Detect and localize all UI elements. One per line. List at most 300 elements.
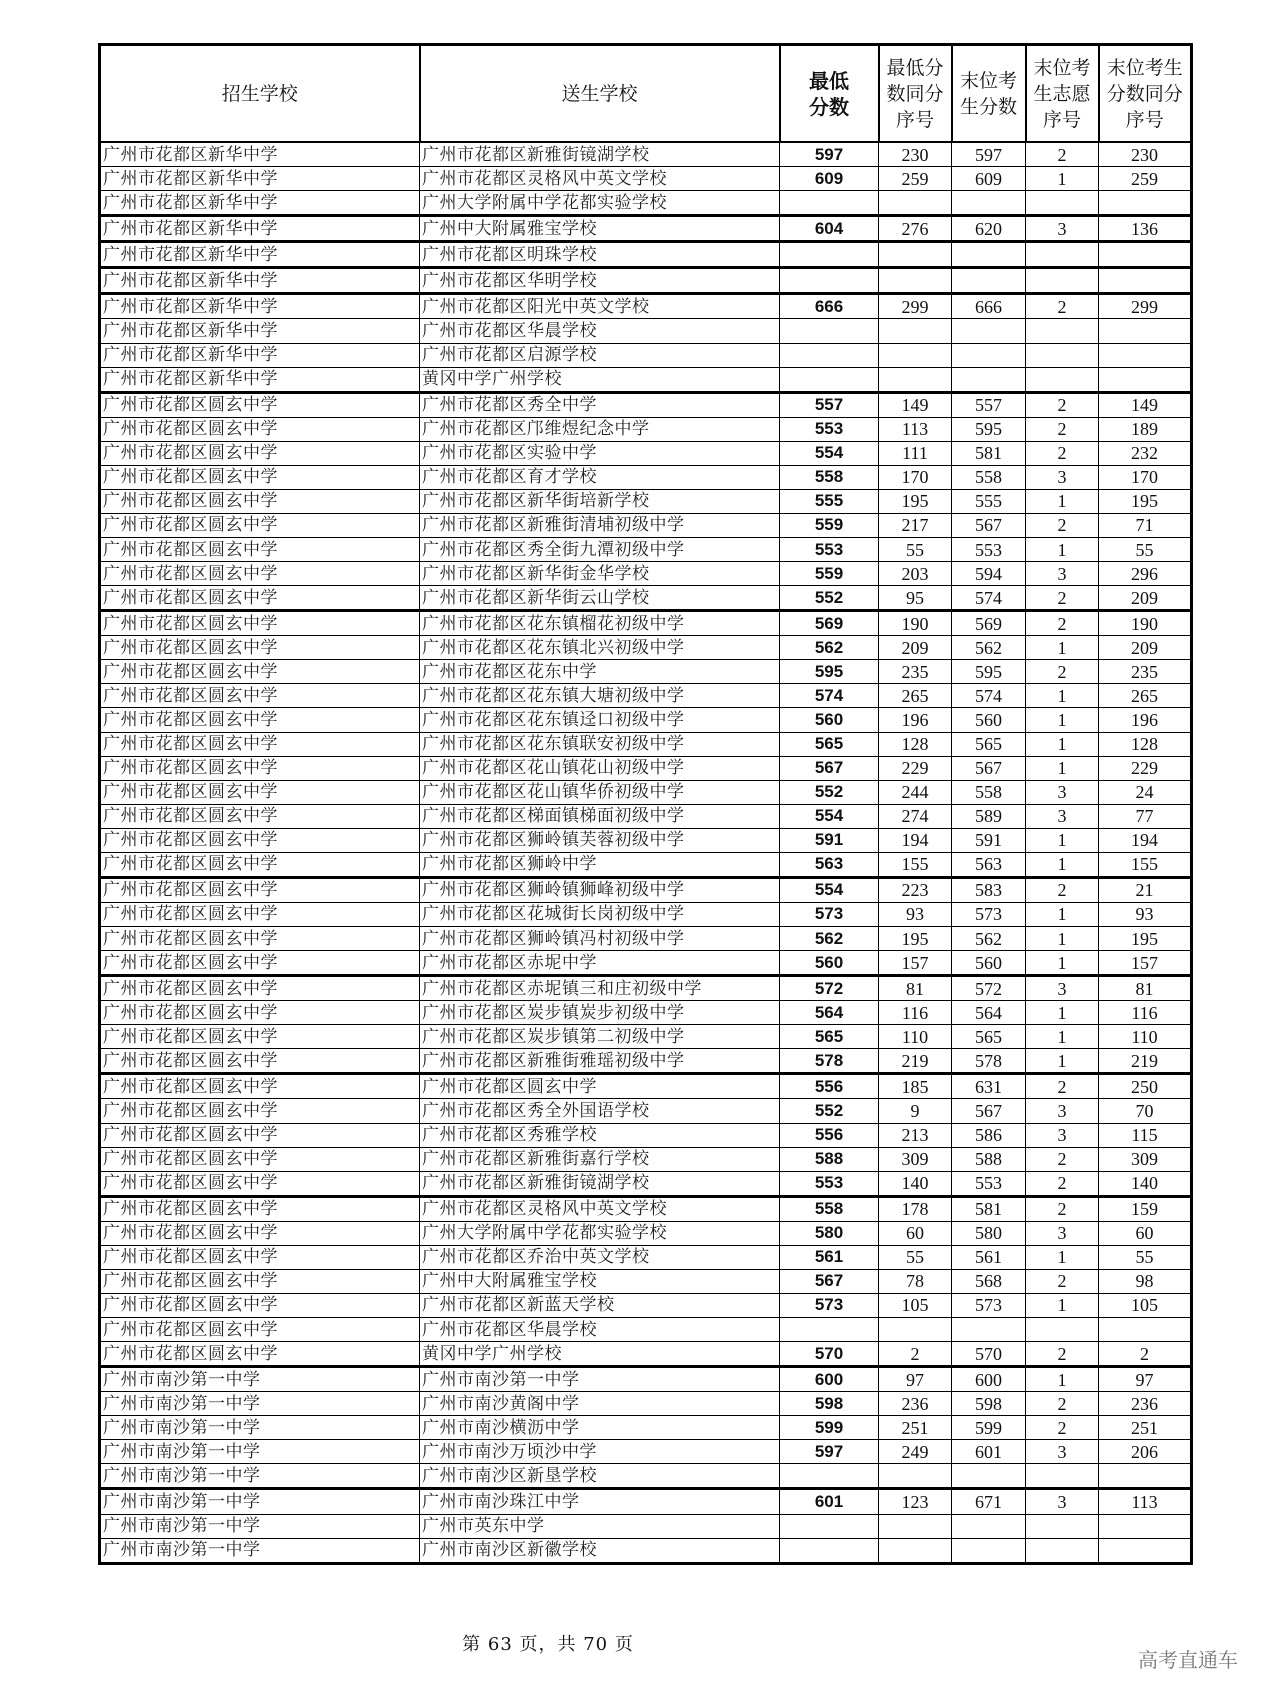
last-student-tie-rank-cell: 170 <box>1099 465 1192 489</box>
last-student-score-cell: 631 <box>952 1074 1026 1099</box>
admitting-school-cell: 广州市花都区圆玄中学 <box>100 441 420 465</box>
min-score-tie-rank-cell <box>879 191 952 216</box>
admitting-school-cell: 广州市花都区圆玄中学 <box>100 976 420 1001</box>
last-student-tie-rank-cell: 232 <box>1099 441 1192 465</box>
last-student-score-cell: 561 <box>952 1245 1026 1269</box>
admitting-school-cell: 广州市花都区圆玄中学 <box>100 1099 420 1123</box>
last-student-tie-rank-cell: 229 <box>1099 756 1192 780</box>
last-student-choice-rank-cell <box>1026 242 1099 268</box>
sending-school-cell: 广州市南沙黄阁中学 <box>420 1392 780 1416</box>
last-student-choice-rank-cell: 1 <box>1026 489 1099 513</box>
page-number: 第 63 页，共 70 页 <box>462 1634 634 1655</box>
sending-school-cell: 广州市花都区秀雅学校 <box>420 1123 780 1147</box>
last-student-tie-rank-cell: 60 <box>1099 1221 1192 1245</box>
admitting-school-cell: 广州市花都区圆玄中学 <box>100 392 420 417</box>
admitting-school-cell: 广州市花都区新华中学 <box>100 191 420 216</box>
min-score-tie-rank-cell: 128 <box>879 732 952 756</box>
last-student-tie-rank-cell: 251 <box>1099 1416 1192 1440</box>
admitting-school-cell: 广州市花都区圆玄中学 <box>100 877 420 902</box>
min-score-cell: 570 <box>780 1342 879 1367</box>
min-score-tie-rank-cell: 55 <box>879 538 952 562</box>
last-student-score-cell: 581 <box>952 441 1026 465</box>
last-student-tie-rank-cell: 2 <box>1099 1342 1192 1367</box>
last-student-choice-rank-cell: 2 <box>1026 1269 1099 1293</box>
min-score-cell: 562 <box>780 927 879 951</box>
last-student-tie-rank-cell: 113 <box>1099 1489 1192 1514</box>
last-student-choice-rank-cell: 1 <box>1026 636 1099 660</box>
last-student-score-cell: 609 <box>952 167 1026 191</box>
sending-school-cell: 广州市花都区乔治中英文学校 <box>420 1245 780 1269</box>
min-score-tie-rank-cell: 81 <box>879 976 952 1001</box>
header-sending-school: 送生学校 <box>420 45 780 143</box>
admitting-school-cell: 广州市花都区圆玄中学 <box>100 1342 420 1367</box>
last-student-score-cell <box>952 242 1026 268</box>
last-student-tie-rank-cell: 219 <box>1099 1049 1192 1074</box>
admitting-school-cell: 广州市花都区圆玄中学 <box>100 780 420 804</box>
min-score-tie-rank-cell <box>879 319 952 343</box>
sending-school-cell: 广州市花都区灵格风中英文学校 <box>420 167 780 191</box>
last-student-tie-rank-cell <box>1099 319 1192 343</box>
table-row <box>100 780 1192 804</box>
last-student-choice-rank-cell: 3 <box>1026 216 1099 242</box>
min-score-cell <box>780 343 879 367</box>
min-score-cell: 553 <box>780 417 879 441</box>
min-score-tie-rank-cell: 110 <box>879 1025 952 1049</box>
sending-school-cell: 广州市花都区邝维煜纪念中学 <box>420 417 780 441</box>
table-row <box>100 1440 1192 1464</box>
min-score-tie-rank-cell: 219 <box>879 1049 952 1074</box>
min-score-cell <box>780 319 879 343</box>
min-score-tie-rank-cell: 97 <box>879 1367 952 1392</box>
min-score-cell: 609 <box>780 167 879 191</box>
admitting-school-cell: 广州市南沙第一中学 <box>100 1464 420 1489</box>
last-student-score-cell: 553 <box>952 538 1026 562</box>
last-student-choice-rank-cell <box>1026 1464 1099 1489</box>
table-row <box>100 142 1192 167</box>
last-student-choice-rank-cell: 2 <box>1026 1196 1099 1221</box>
admitting-school-cell: 广州市南沙第一中学 <box>100 1538 420 1563</box>
min-score-tie-rank-cell: 209 <box>879 636 952 660</box>
header-min-score: 最低 分数 <box>780 45 879 143</box>
min-score-cell: 573 <box>780 902 879 926</box>
last-student-choice-rank-cell: 1 <box>1026 538 1099 562</box>
last-student-choice-rank-cell: 1 <box>1026 708 1099 732</box>
min-score-tie-rank-cell <box>879 268 952 294</box>
last-student-choice-rank-cell <box>1026 1514 1099 1538</box>
last-student-score-cell <box>952 367 1026 392</box>
last-student-choice-rank-cell: 1 <box>1026 1049 1099 1074</box>
last-student-tie-rank-cell: 93 <box>1099 902 1192 926</box>
min-score-tie-rank-cell: 230 <box>879 142 952 167</box>
admitting-school-cell: 广州市花都区圆玄中学 <box>100 708 420 732</box>
last-student-choice-rank-cell: 1 <box>1026 732 1099 756</box>
table-row <box>100 951 1192 976</box>
sending-school-cell: 广州市花都区秀全中学 <box>420 392 780 417</box>
last-student-choice-rank-cell <box>1026 343 1099 367</box>
last-student-choice-rank-cell <box>1026 319 1099 343</box>
last-student-tie-rank-cell <box>1099 1318 1192 1342</box>
min-score-cell: 552 <box>780 586 879 611</box>
table-row <box>100 1416 1192 1440</box>
admitting-school-cell: 广州市花都区圆玄中学 <box>100 852 420 877</box>
table-row <box>100 852 1192 877</box>
min-score-tie-rank-cell: 274 <box>879 804 952 828</box>
min-score-cell <box>780 1464 879 1489</box>
min-score-tie-rank-cell: 105 <box>879 1293 952 1317</box>
admitting-school-cell: 广州市花都区圆玄中学 <box>100 1025 420 1049</box>
min-score-cell <box>780 191 879 216</box>
last-student-tie-rank-cell <box>1099 343 1192 367</box>
last-student-tie-rank-cell: 250 <box>1099 1074 1192 1099</box>
last-student-score-cell: 565 <box>952 732 1026 756</box>
last-student-tie-rank-cell: 128 <box>1099 732 1192 756</box>
last-student-tie-rank-cell <box>1099 268 1192 294</box>
last-student-tie-rank-cell: 190 <box>1099 611 1192 636</box>
min-score-tie-rank-cell: 244 <box>879 780 952 804</box>
sending-school-cell: 广州市花都区新雅街雅瑶初级中学 <box>420 1049 780 1074</box>
last-student-score-cell: 594 <box>952 562 1026 586</box>
sending-school-cell: 广州市花都区新雅街镜湖学校 <box>420 142 780 167</box>
last-student-choice-rank-cell: 1 <box>1026 1001 1099 1025</box>
last-student-choice-rank-cell: 1 <box>1026 927 1099 951</box>
last-student-choice-rank-cell: 2 <box>1026 586 1099 611</box>
table-row <box>100 660 1192 684</box>
last-student-score-cell: 558 <box>952 780 1026 804</box>
admitting-school-cell: 广州市南沙第一中学 <box>100 1514 420 1538</box>
min-score-tie-rank-cell: 299 <box>879 294 952 319</box>
last-student-choice-rank-cell: 1 <box>1026 951 1099 976</box>
last-student-tie-rank-cell: 196 <box>1099 708 1192 732</box>
last-student-score-cell: 588 <box>952 1147 1026 1171</box>
sending-school-cell: 广州市花都区灵格风中英文学校 <box>420 1196 780 1221</box>
last-student-score-cell: 560 <box>952 708 1026 732</box>
last-student-tie-rank-cell: 55 <box>1099 1245 1192 1269</box>
last-student-score-cell: 599 <box>952 1416 1026 1440</box>
last-student-choice-rank-cell: 3 <box>1026 1221 1099 1245</box>
table-row <box>100 1464 1192 1489</box>
sending-school-cell: 广州中大附属雅宝学校 <box>420 1269 780 1293</box>
last-student-choice-rank-cell: 2 <box>1026 1147 1099 1171</box>
min-score-tie-rank-cell: 140 <box>879 1171 952 1196</box>
last-student-tie-rank-cell: 155 <box>1099 852 1192 877</box>
min-score-cell: 565 <box>780 732 879 756</box>
last-student-choice-rank-cell: 1 <box>1026 756 1099 780</box>
min-score-cell: 564 <box>780 1001 879 1025</box>
min-score-cell <box>780 268 879 294</box>
sending-school-cell: 广州市花都区炭步镇第二初级中学 <box>420 1025 780 1049</box>
admitting-school-cell: 广州市花都区圆玄中学 <box>100 951 420 976</box>
sending-school-cell: 广州市花都区狮岭镇芙蓉初级中学 <box>420 828 780 852</box>
last-student-score-cell: 562 <box>952 636 1026 660</box>
table-row <box>100 294 1192 319</box>
table-row <box>100 1489 1192 1514</box>
last-student-choice-rank-cell: 2 <box>1026 294 1099 319</box>
table-row <box>100 1342 1192 1367</box>
admitting-school-cell: 广州市花都区圆玄中学 <box>100 1221 420 1245</box>
min-score-tie-rank-cell: 195 <box>879 489 952 513</box>
last-student-tie-rank-cell: 81 <box>1099 976 1192 1001</box>
min-score-cell: 591 <box>780 828 879 852</box>
last-student-choice-rank-cell: 2 <box>1026 660 1099 684</box>
header-admitting-school: 招生学校 <box>100 45 420 143</box>
last-student-score-cell <box>952 1464 1026 1489</box>
min-score-cell: 588 <box>780 1147 879 1171</box>
table-row <box>100 191 1192 216</box>
last-student-tie-rank-cell: 115 <box>1099 1123 1192 1147</box>
table-row <box>100 1099 1192 1123</box>
min-score-cell: 572 <box>780 976 879 1001</box>
min-score-tie-rank-cell: 236 <box>879 1392 952 1416</box>
table-row <box>100 976 1192 1001</box>
last-student-score-cell: 555 <box>952 489 1026 513</box>
min-score-tie-rank-cell: 251 <box>879 1416 952 1440</box>
table-row <box>100 167 1192 191</box>
sending-school-cell: 广州市花都区花东镇大塘初级中学 <box>420 684 780 708</box>
admitting-school-cell: 广州市花都区圆玄中学 <box>100 756 420 780</box>
sending-school-cell: 黄冈中学广州学校 <box>420 367 780 392</box>
last-student-choice-rank-cell: 2 <box>1026 513 1099 537</box>
min-score-tie-rank-cell: 195 <box>879 927 952 951</box>
admission-score-table-container <box>98 43 1190 1565</box>
min-score-tie-rank-cell: 2 <box>879 1342 952 1367</box>
min-score-tie-rank-cell: 95 <box>879 586 952 611</box>
admitting-school-cell: 广州市花都区圆玄中学 <box>100 1245 420 1269</box>
sending-school-cell: 广州市花都区明珠学校 <box>420 242 780 268</box>
table-row <box>100 513 1192 537</box>
last-student-score-cell: 601 <box>952 1440 1026 1464</box>
min-score-cell: 573 <box>780 1293 879 1317</box>
last-student-choice-rank-cell <box>1026 1538 1099 1563</box>
header-last-student-choice-rank: 末位考 生志愿 序号 <box>1026 45 1099 143</box>
last-student-choice-rank-cell <box>1026 268 1099 294</box>
min-score-cell: 578 <box>780 1049 879 1074</box>
min-score-tie-rank-cell: 196 <box>879 708 952 732</box>
last-student-score-cell: 666 <box>952 294 1026 319</box>
admitting-school-cell: 广州市花都区新华中学 <box>100 216 420 242</box>
last-student-tie-rank-cell: 149 <box>1099 392 1192 417</box>
last-student-choice-rank-cell: 3 <box>1026 780 1099 804</box>
table-row <box>100 1123 1192 1147</box>
admitting-school-cell: 广州市花都区圆玄中学 <box>100 417 420 441</box>
sending-school-cell: 广州市花都区花东镇榴花初级中学 <box>420 611 780 636</box>
admitting-school-cell: 广州市花都区圆玄中学 <box>100 538 420 562</box>
min-score-cell: 599 <box>780 1416 879 1440</box>
last-student-choice-rank-cell: 3 <box>1026 1123 1099 1147</box>
admitting-school-cell: 广州市花都区新华中学 <box>100 167 420 191</box>
table-row <box>100 1269 1192 1293</box>
last-student-choice-rank-cell: 2 <box>1026 1342 1099 1367</box>
last-student-score-cell: 558 <box>952 465 1026 489</box>
last-student-score-cell: 597 <box>952 142 1026 167</box>
last-student-score-cell: 620 <box>952 216 1026 242</box>
admitting-school-cell: 广州市花都区圆玄中学 <box>100 1318 420 1342</box>
sending-school-cell: 广州市花都区启源学校 <box>420 343 780 367</box>
last-student-tie-rank-cell: 70 <box>1099 1099 1192 1123</box>
last-student-choice-rank-cell: 1 <box>1026 828 1099 852</box>
table-row <box>100 732 1192 756</box>
watermark: 高考直通车 <box>1138 1648 1238 1672</box>
table-body <box>100 142 1192 1563</box>
min-score-cell: 560 <box>780 708 879 732</box>
admitting-school-cell: 广州市花都区圆玄中学 <box>100 732 420 756</box>
min-score-cell: 574 <box>780 684 879 708</box>
min-score-tie-rank-cell: 155 <box>879 852 952 877</box>
last-student-choice-rank-cell: 2 <box>1026 611 1099 636</box>
table-row <box>100 1221 1192 1245</box>
sending-school-cell: 广州市花都区新蓝天学校 <box>420 1293 780 1317</box>
last-student-score-cell <box>952 319 1026 343</box>
last-student-score-cell: 573 <box>952 902 1026 926</box>
table-row <box>100 1293 1192 1317</box>
min-score-cell: 558 <box>780 1196 879 1221</box>
last-student-score-cell: 574 <box>952 684 1026 708</box>
last-student-score-cell <box>952 1318 1026 1342</box>
last-student-tie-rank-cell <box>1099 1538 1192 1563</box>
sending-school-cell: 广州市南沙区新垦学校 <box>420 1464 780 1489</box>
table-row <box>100 1538 1192 1563</box>
last-student-choice-rank-cell: 2 <box>1026 142 1099 167</box>
min-score-cell <box>780 242 879 268</box>
last-student-tie-rank-cell: 230 <box>1099 142 1192 167</box>
min-score-tie-rank-cell <box>879 1514 952 1538</box>
table-row <box>100 828 1192 852</box>
min-score-cell: 597 <box>780 142 879 167</box>
last-student-choice-rank-cell: 2 <box>1026 1392 1099 1416</box>
sending-school-cell: 广州市花都区华明学校 <box>420 268 780 294</box>
min-score-tie-rank-cell: 190 <box>879 611 952 636</box>
table-row <box>100 441 1192 465</box>
table-row <box>100 684 1192 708</box>
last-student-score-cell: 572 <box>952 976 1026 1001</box>
sending-school-cell: 广州市花都区狮岭中学 <box>420 852 780 877</box>
last-student-tie-rank-cell: 140 <box>1099 1171 1192 1196</box>
table-row <box>100 636 1192 660</box>
admitting-school-cell: 广州市花都区新华中学 <box>100 294 420 319</box>
min-score-tie-rank-cell: 93 <box>879 902 952 926</box>
table-row <box>100 1367 1192 1392</box>
sending-school-cell: 广州市花都区秀全街九潭初级中学 <box>420 538 780 562</box>
min-score-cell: 555 <box>780 489 879 513</box>
last-student-score-cell: 567 <box>952 756 1026 780</box>
last-student-tie-rank-cell: 189 <box>1099 417 1192 441</box>
admitting-school-cell: 广州市花都区圆玄中学 <box>100 1001 420 1025</box>
last-student-tie-rank-cell: 194 <box>1099 828 1192 852</box>
last-student-choice-rank-cell <box>1026 367 1099 392</box>
last-student-tie-rank-cell: 110 <box>1099 1025 1192 1049</box>
table-row <box>100 242 1192 268</box>
header-last-student-score: 末位考 生分数 <box>952 45 1026 143</box>
last-student-score-cell: 598 <box>952 1392 1026 1416</box>
sending-school-cell: 广州市英东中学 <box>420 1514 780 1538</box>
admitting-school-cell: 广州市花都区新华中学 <box>100 367 420 392</box>
last-student-score-cell: 595 <box>952 417 1026 441</box>
last-student-tie-rank-cell: 157 <box>1099 951 1192 976</box>
table-row <box>100 1196 1192 1221</box>
sending-school-cell: 广州中大附属雅宝学校 <box>420 216 780 242</box>
sending-school-cell: 广州市花都区花东镇联安初级中学 <box>420 732 780 756</box>
min-score-cell: 556 <box>780 1074 879 1099</box>
last-student-tie-rank-cell <box>1099 242 1192 268</box>
last-student-choice-rank-cell: 2 <box>1026 1171 1099 1196</box>
sending-school-cell: 广州市花都区赤坭镇三和庄初级中学 <box>420 976 780 1001</box>
sending-school-cell: 广州市花都区实验中学 <box>420 441 780 465</box>
last-student-tie-rank-cell <box>1099 191 1192 216</box>
min-score-cell <box>780 1318 879 1342</box>
last-student-choice-rank-cell: 1 <box>1026 1025 1099 1049</box>
admitting-school-cell: 广州市花都区圆玄中学 <box>100 684 420 708</box>
min-score-cell: 604 <box>780 216 879 242</box>
admitting-school-cell: 广州市花都区新华中学 <box>100 268 420 294</box>
admitting-school-cell: 广州市花都区圆玄中学 <box>100 465 420 489</box>
table-header-row <box>100 45 1192 143</box>
admitting-school-cell: 广州市花都区圆玄中学 <box>100 1269 420 1293</box>
last-student-choice-rank-cell <box>1026 1318 1099 1342</box>
min-score-tie-rank-cell: 213 <box>879 1123 952 1147</box>
last-student-score-cell: 568 <box>952 1269 1026 1293</box>
min-score-tie-rank-cell: 9 <box>879 1099 952 1123</box>
min-score-tie-rank-cell: 276 <box>879 216 952 242</box>
last-student-score-cell: 562 <box>952 927 1026 951</box>
sending-school-cell: 广州市花都区花东中学 <box>420 660 780 684</box>
admitting-school-cell: 广州市花都区圆玄中学 <box>100 489 420 513</box>
sending-school-cell: 广州市花都区圆玄中学 <box>420 1074 780 1099</box>
min-score-cell <box>780 367 879 392</box>
min-score-tie-rank-cell: 223 <box>879 877 952 902</box>
min-score-cell: 559 <box>780 513 879 537</box>
min-score-tie-rank-cell <box>879 1464 952 1489</box>
last-student-score-cell <box>952 191 1026 216</box>
min-score-cell: 601 <box>780 1489 879 1514</box>
min-score-tie-rank-cell: 194 <box>879 828 952 852</box>
last-student-choice-rank-cell: 2 <box>1026 877 1099 902</box>
last-student-tie-rank-cell: 296 <box>1099 562 1192 586</box>
min-score-tie-rank-cell: 116 <box>879 1001 952 1025</box>
last-student-choice-rank-cell: 3 <box>1026 1440 1099 1464</box>
admitting-school-cell: 广州市花都区圆玄中学 <box>100 660 420 684</box>
min-score-cell: 552 <box>780 1099 879 1123</box>
admitting-school-cell: 广州市花都区新华中学 <box>100 319 420 343</box>
last-student-tie-rank-cell <box>1099 367 1192 392</box>
last-student-choice-rank-cell: 1 <box>1026 902 1099 926</box>
admitting-school-cell: 广州市花都区圆玄中学 <box>100 1074 420 1099</box>
min-score-tie-rank-cell: 123 <box>879 1489 952 1514</box>
table-row <box>100 1074 1192 1099</box>
last-student-score-cell: 573 <box>952 1293 1026 1317</box>
last-student-choice-rank-cell: 1 <box>1026 852 1099 877</box>
min-score-tie-rank-cell: 113 <box>879 417 952 441</box>
min-score-cell: 558 <box>780 465 879 489</box>
min-score-tie-rank-cell: 185 <box>879 1074 952 1099</box>
min-score-tie-rank-cell: 259 <box>879 167 952 191</box>
last-student-choice-rank-cell: 3 <box>1026 1099 1099 1123</box>
sending-school-cell: 广州市花都区花东镇北兴初级中学 <box>420 636 780 660</box>
last-student-tie-rank-cell: 77 <box>1099 804 1192 828</box>
last-student-choice-rank-cell: 3 <box>1026 804 1099 828</box>
min-score-cell: 597 <box>780 1440 879 1464</box>
last-student-choice-rank-cell: 1 <box>1026 1367 1099 1392</box>
admitting-school-cell: 广州市花都区圆玄中学 <box>100 1171 420 1196</box>
last-student-score-cell: 671 <box>952 1489 1026 1514</box>
sending-school-cell: 广州市花都区炭步镇炭步初级中学 <box>420 1001 780 1025</box>
last-student-score-cell <box>952 1514 1026 1538</box>
last-student-score-cell: 581 <box>952 1196 1026 1221</box>
last-student-choice-rank-cell: 2 <box>1026 1074 1099 1099</box>
last-student-tie-rank-cell: 209 <box>1099 586 1192 611</box>
last-student-tie-rank-cell: 206 <box>1099 1440 1192 1464</box>
admitting-school-cell: 广州市南沙第一中学 <box>100 1416 420 1440</box>
admitting-school-cell: 广州市南沙第一中学 <box>100 1392 420 1416</box>
admitting-school-cell: 广州市花都区新华中学 <box>100 343 420 367</box>
